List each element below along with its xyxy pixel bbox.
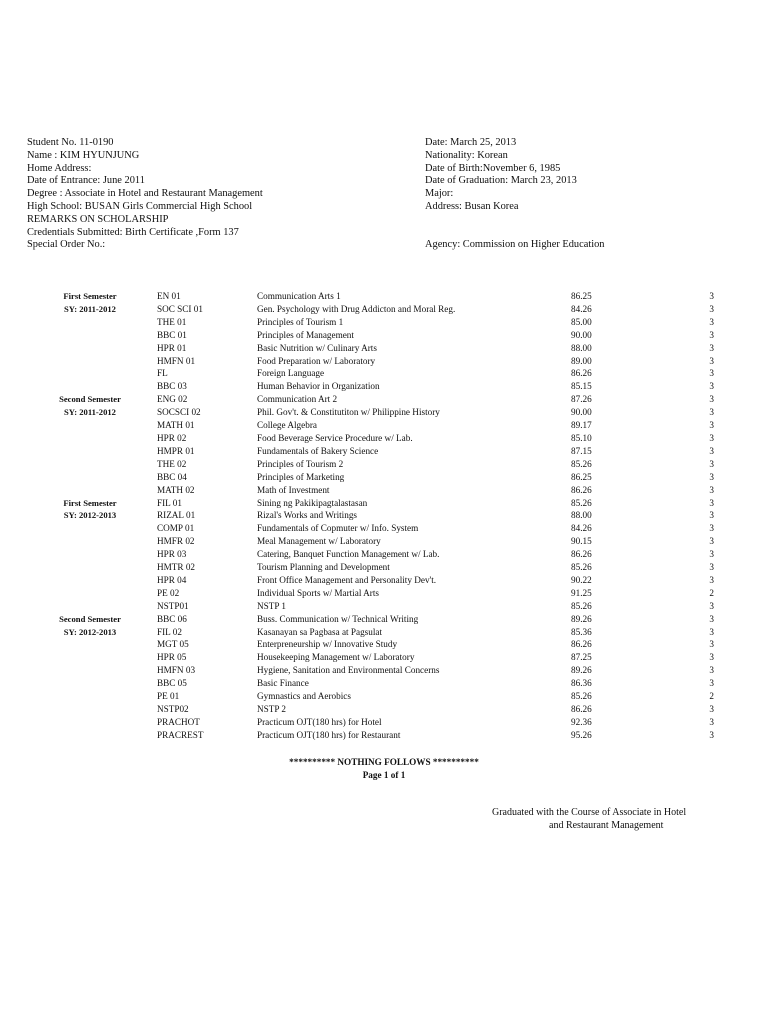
course-row — [0, 638, 768, 651]
semester-label: SY: 2011-2012 — [64, 407, 116, 418]
student-info-left — [27, 137, 263, 252]
course-units: 3 — [709, 510, 714, 521]
course-units: 3 — [709, 484, 714, 495]
course-row — [0, 329, 768, 342]
course-title: Principles of Tourism 1 — [257, 316, 344, 327]
course-grade: 85.10 — [571, 432, 592, 443]
course-grade: 85.26 — [571, 562, 592, 573]
course-row — [0, 380, 768, 393]
course-row — [0, 342, 768, 355]
course-grade: 85.15 — [571, 381, 592, 392]
course-row — [0, 613, 768, 626]
course-units: 3 — [709, 613, 714, 624]
course-units: 3 — [709, 420, 714, 431]
course-row — [0, 626, 768, 639]
info-right-line: Date of Graduation: March 23, 2013 — [425, 175, 577, 187]
course-units: 3 — [709, 329, 714, 340]
course-units: 3 — [709, 458, 714, 469]
course-title: Foreign Language — [257, 368, 325, 379]
course-code: HMPR 01 — [157, 445, 195, 456]
course-code: NSTP02 — [157, 704, 189, 714]
course-table — [0, 290, 768, 742]
info-right-line: Major: — [425, 188, 454, 200]
course-title: Kasanayan sa Pagbasa at Pagsulat — [257, 626, 383, 637]
course-code: RIZAL 01 — [157, 510, 196, 521]
semester-label: First Semester — [63, 291, 117, 301]
course-units: 3 — [709, 394, 714, 405]
course-row — [0, 458, 768, 471]
course-units: 3 — [709, 600, 714, 611]
course-code: THE 01 — [157, 316, 187, 327]
course-code: PRACREST — [157, 729, 204, 740]
course-code: HMFR 02 — [157, 536, 195, 547]
course-units: 3 — [709, 729, 714, 740]
page-number: Page 1 of 1 — [362, 770, 406, 780]
course-row — [0, 445, 768, 458]
course-grade: 87.15 — [571, 445, 592, 456]
course-units: 3 — [709, 549, 714, 560]
course-title: Principles of Tourism 2 — [257, 458, 344, 469]
course-row — [0, 316, 768, 329]
course-row — [0, 290, 768, 303]
course-grade: 86.25 — [571, 291, 592, 301]
course-code: HPR 03 — [157, 549, 187, 560]
course-title: Fundamentals of Copmuter w/ Info. System — [257, 523, 419, 534]
course-grade: 86.26 — [571, 704, 592, 714]
course-code: HPR 05 — [157, 652, 187, 663]
course-units: 3 — [709, 471, 714, 482]
course-grade: 86.25 — [571, 471, 592, 482]
course-grade: 90.00 — [571, 407, 592, 418]
course-title: Sining ng Pakikipagtalastasan — [257, 497, 368, 508]
course-code: HMTR 02 — [157, 562, 196, 573]
course-row — [0, 729, 768, 742]
info-right-line: Agency: Commission on Higher Education — [425, 239, 605, 251]
info-left-line: Special Order No.: — [27, 239, 106, 251]
info-left-line: Home Address: — [27, 162, 92, 174]
course-row — [0, 716, 768, 729]
course-grade: 85.26 — [571, 691, 592, 702]
course-row — [0, 367, 768, 380]
course-grade: 90.15 — [571, 536, 592, 547]
course-units: 3 — [709, 626, 714, 637]
graduation-note-line1: Graduated with the Course of Associate in Hotel — [492, 807, 687, 818]
graduation-note-line2: and Restaurant Management — [549, 820, 664, 831]
course-grade: 85.26 — [571, 600, 592, 611]
course-grade: 89.26 — [571, 665, 592, 676]
course-row — [0, 677, 768, 690]
course-title: Individual Sports w/ Martial Arts — [257, 587, 379, 598]
course-row — [0, 497, 768, 510]
course-code: FIL 01 — [157, 497, 182, 508]
course-units: 3 — [709, 536, 714, 547]
course-row — [0, 419, 768, 432]
course-code: FL — [157, 368, 168, 379]
course-row — [0, 432, 768, 445]
semester-label: Second Semester — [59, 613, 121, 624]
course-title: Principles of Management — [257, 329, 354, 340]
course-units: 3 — [709, 342, 714, 353]
course-units: 3 — [709, 704, 714, 714]
course-row — [0, 703, 768, 716]
course-code: THE 02 — [157, 458, 187, 469]
course-title: NSTP 1 — [257, 600, 287, 611]
course-title: Gymnastics and Aerobics — [257, 691, 351, 702]
semester-label: First Semester — [63, 497, 117, 508]
course-grade: 91.25 — [571, 587, 592, 598]
course-code: ENG 02 — [157, 394, 188, 405]
course-title: Catering, Banquet Function Management w/ Lab. — [257, 549, 440, 560]
course-grade: 86.26 — [571, 639, 592, 650]
course-code: PE 01 — [157, 691, 180, 702]
course-units: 3 — [709, 665, 714, 676]
course-title: NSTP 2 — [257, 704, 287, 714]
course-title: Basic Finance — [257, 678, 309, 689]
course-grade: 88.00 — [571, 342, 592, 353]
course-title: Practicum OJT(180 hrs) for Restaurant — [257, 729, 401, 740]
course-units: 3 — [709, 716, 714, 727]
course-title: Practicum OJT(180 hrs) for Hotel — [257, 716, 382, 727]
course-row — [0, 651, 768, 664]
course-row — [0, 355, 768, 368]
info-right-line: Date: March 25, 2013 — [425, 137, 517, 148]
course-title: Gen. Psychology with Drug Addicton and Moral Reg. — [257, 303, 456, 314]
course-title: Buss. Communication w/ Technical Writing — [257, 613, 419, 624]
semester-label: SY: 2012-2013 — [63, 510, 117, 521]
info-right-line: Address: Busan Korea — [425, 200, 519, 212]
course-code: BBC 05 — [157, 678, 187, 689]
course-code: HMFN 03 — [157, 665, 196, 676]
info-left-line: Degree : Associate in Hotel and Restaurant Management — [27, 188, 263, 200]
course-row — [0, 690, 768, 703]
course-row — [0, 587, 768, 600]
course-title: Principles of Marketing — [257, 471, 345, 482]
course-code: SOC SCI 01 — [157, 303, 203, 314]
course-title: Communication Art 2 — [257, 394, 338, 405]
course-units: 3 — [709, 678, 714, 689]
course-grade: 88.00 — [571, 510, 592, 521]
student-info-right — [425, 137, 605, 252]
course-code: EN 01 — [157, 291, 181, 301]
course-code: HMFN 01 — [157, 355, 196, 366]
course-grade: 86.36 — [571, 678, 592, 689]
course-title: College Algebra — [257, 420, 317, 431]
course-units: 3 — [709, 497, 714, 508]
course-grade: 84.26 — [571, 303, 592, 314]
course-grade: 86.26 — [571, 368, 592, 379]
course-row — [0, 393, 768, 406]
course-code: FIL 02 — [157, 626, 182, 637]
course-title: Tourism Planning and Development — [257, 562, 390, 573]
course-row — [0, 484, 768, 497]
course-code: PRACHOT — [157, 716, 200, 727]
course-grade: 92.36 — [571, 716, 592, 727]
course-units: 3 — [709, 303, 714, 314]
course-code: BBC 03 — [157, 381, 187, 392]
course-grade: 85.26 — [571, 458, 592, 469]
info-left-line: Credentials Submitted: Birth Certificate ,Form 137 — [27, 226, 239, 238]
info-left-line: Name : KIM HYUNJUNG — [27, 149, 140, 161]
course-title: Housekeeping Management w/ Laboratory — [257, 652, 415, 663]
course-title: Math of Investment — [257, 484, 330, 495]
course-units: 3 — [709, 523, 714, 534]
course-units: 2 — [709, 587, 714, 598]
info-right-line: Date of Birth:November 6, 1985 — [425, 162, 561, 174]
course-units: 3 — [709, 574, 714, 585]
course-grade: 89.17 — [571, 420, 592, 431]
course-row — [0, 303, 768, 316]
course-title: Food Beverage Service Procedure w/ Lab. — [257, 432, 413, 443]
info-left-line: Student No. 11-0190 — [27, 137, 114, 148]
course-code: BBC 04 — [157, 471, 187, 482]
course-grade: 89.26 — [571, 613, 592, 624]
course-code: MGT 05 — [157, 639, 189, 650]
course-title: Phil. Gov't. & Constitutiton w/ Philippine History — [257, 407, 440, 418]
course-code: BBC 01 — [157, 329, 187, 340]
course-grade: 89.00 — [571, 355, 592, 366]
course-row — [0, 561, 768, 574]
info-right-line — [425, 214, 605, 227]
semester-label: Second Semester — [59, 394, 121, 405]
info-left-line: REMARKS ON SCHOLARSHIP — [27, 213, 169, 225]
course-grade: 90.22 — [571, 574, 592, 585]
course-code: PE 02 — [157, 587, 180, 598]
course-grade: 95.26 — [571, 729, 592, 740]
course-units: 3 — [709, 639, 714, 650]
course-grade: 90.00 — [571, 329, 592, 340]
course-code: BBC 06 — [157, 613, 187, 624]
course-row — [0, 509, 768, 522]
course-title: Basic Nutrition w/ Culinary Arts — [257, 342, 377, 353]
course-row — [0, 471, 768, 484]
course-grade: 84.26 — [571, 523, 592, 534]
course-title: Rizal's Works and Writings — [257, 510, 357, 521]
semester-label: SY: 2011-2012 — [64, 303, 116, 314]
info-left-line: Date of Entrance: June 2011 — [27, 175, 145, 187]
course-units: 3 — [709, 355, 714, 366]
course-units: 3 — [709, 432, 714, 443]
course-grade: 87.26 — [571, 394, 592, 405]
course-row — [0, 664, 768, 677]
semester-label: SY: 2012-2013 — [63, 626, 117, 637]
course-units: 3 — [709, 407, 714, 418]
course-grade: 86.26 — [571, 484, 592, 495]
course-row — [0, 522, 768, 535]
course-units: 3 — [709, 381, 714, 392]
course-code: NSTP01 — [157, 600, 189, 611]
course-grade: 85.36 — [571, 626, 592, 637]
course-title: Front Office Management and Personality Dev't. — [257, 574, 437, 585]
course-code: HPR 04 — [157, 574, 187, 585]
course-grade: 85.00 — [571, 316, 592, 327]
course-units: 2 — [709, 691, 714, 702]
course-title: Enterpreneurship w/ Innovative Study — [257, 639, 398, 650]
course-units: 3 — [709, 445, 714, 456]
course-code: HPR 02 — [157, 432, 187, 443]
course-row — [0, 535, 768, 548]
course-units: 3 — [709, 562, 714, 573]
course-code: HPR 01 — [157, 342, 187, 353]
course-row — [0, 406, 768, 419]
course-title: Fundamentals of Bakery Science — [257, 445, 379, 456]
course-row — [0, 574, 768, 587]
course-title: Human Behavior in Organization — [257, 381, 380, 392]
info-right-line — [425, 227, 605, 240]
course-title: Food Preparation w/ Laboratory — [257, 355, 376, 366]
course-code: MATH 01 — [157, 420, 195, 431]
course-grade: 87.25 — [571, 652, 592, 663]
course-code: SOCSCI 02 — [157, 407, 201, 418]
info-right-line: Nationality: Korean — [425, 149, 508, 161]
course-title: Communication Arts 1 — [257, 291, 341, 301]
course-grade: 85.26 — [571, 497, 592, 508]
course-title: Meal Management w/ Laboratory — [257, 536, 381, 547]
course-code: COMP 01 — [157, 523, 195, 534]
course-code: MATH 02 — [157, 484, 195, 495]
course-row — [0, 548, 768, 561]
info-left-line: High School: BUSAN Girls Commercial High School — [27, 200, 253, 212]
course-units: 3 — [709, 652, 714, 663]
course-units: 3 — [709, 291, 714, 301]
course-units: 3 — [709, 316, 714, 327]
nothing-follows: ********** NOTHING FOLLOWS ********** — [289, 757, 479, 767]
course-grade: 86.26 — [571, 549, 592, 560]
course-row — [0, 600, 768, 613]
course-title: Hygiene, Sanitation and Environmental Concerns — [257, 665, 440, 676]
course-units: 3 — [709, 368, 714, 379]
